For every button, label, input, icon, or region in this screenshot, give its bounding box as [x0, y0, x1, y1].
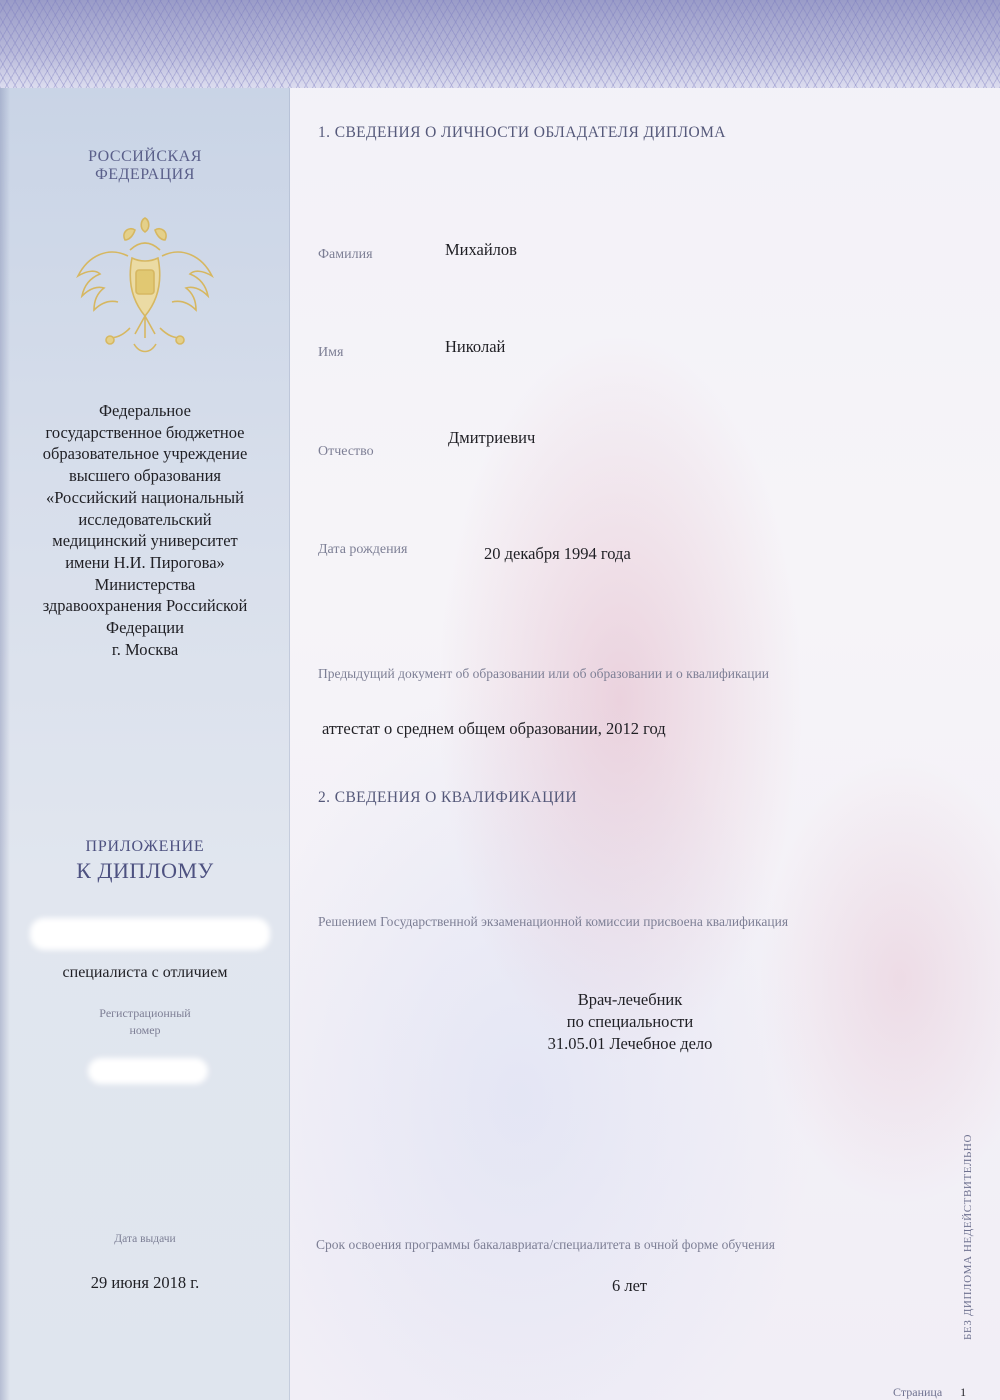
validity-note: БЕЗ ДИПЛОМА НЕДЕЙСТВИТЕЛЬНО: [962, 1133, 974, 1340]
institution-line: имени Н.И. Пирогова»: [65, 552, 225, 572]
institution-line: высшего образования: [69, 466, 221, 486]
institution-name: [20, 400, 270, 660]
previous-document-label: Предыдущий документ об образовании или об образовании и о квалификации: [318, 666, 769, 681]
section-1-title: 1. СВЕДЕНИЯ О ЛИЧНОСТИ ОБЛАДАТЕЛЯ ДИПЛОМА: [318, 124, 726, 141]
section-2-title: 2. СВЕДЕНИЯ О КВАЛИФИКАЦИИ: [318, 789, 577, 806]
qualification-line: 31.05.01 Лечебное дело: [547, 1034, 713, 1053]
qualification-block: [430, 989, 830, 1055]
reg-label-line: номер: [129, 1023, 161, 1037]
surname-label: Фамилия: [318, 247, 373, 262]
page-number: [893, 1385, 966, 1400]
birth-date-value: 20 декабря 1994 года: [484, 544, 631, 563]
qualification-line: по специальности: [566, 1012, 694, 1031]
country-line: ФЕДЕРАЦИЯ: [95, 166, 195, 183]
institution-line: здравоохранения Российской: [42, 596, 248, 616]
institution-line: исследовательский: [78, 509, 212, 529]
surname-value: Михайлов: [445, 240, 517, 259]
patronymic-value: Дмитриевич: [448, 428, 536, 447]
redacted-series-block: [30, 918, 270, 950]
issue-date-value: 29 июня 2018 г.: [90, 1273, 200, 1292]
name-label: Имя: [318, 345, 344, 360]
institution-line: Министерства: [94, 574, 196, 594]
study-term-label: Срок освоения программы бакалавриата/специалитета в очной форме обучения: [316, 1237, 775, 1252]
institution-line: Федеральное: [99, 401, 191, 420]
left-edge-shadow: [0, 88, 10, 1400]
country-title: [40, 148, 250, 184]
birth-date-label: Дата рождения: [318, 542, 408, 557]
institution-line: Федерации: [106, 618, 184, 638]
page-label: Страница: [893, 1385, 943, 1399]
appendix-line-1: ПРИЛОЖЕНИЕ: [85, 838, 205, 855]
appendix-title: [40, 838, 250, 884]
name-value: Николай: [445, 337, 506, 356]
issue-date-label: Дата выдачи: [114, 1233, 176, 1245]
institution-line: медицинский университет: [52, 531, 238, 551]
redacted-registration-number: [88, 1058, 208, 1084]
appendix-line-2: К ДИПЛОМУ: [76, 858, 214, 883]
study-term-value: 6 лет: [612, 1276, 648, 1295]
previous-document-value: аттестат о среднем общем образовании, 2012 год: [322, 719, 666, 738]
qualification-line: Врач-лечебник: [577, 990, 683, 1009]
degree-level: специалиста с отличием: [62, 964, 228, 981]
institution-line: государственное бюджетное: [45, 422, 245, 442]
registration-number-label: [60, 1005, 230, 1039]
guilloche-border: [0, 0, 1000, 88]
institution-line: г. Москва: [111, 639, 179, 659]
institution-line: образовательное учреждение: [42, 444, 248, 464]
country-line: РОССИЙСКАЯ: [88, 148, 202, 165]
institution-line: «Российский национальный: [46, 487, 244, 507]
patronymic-label: Отчество: [318, 444, 374, 459]
qualification-decision-label: Решением Государственной экзаменационной комиссии присвоена квалификация: [318, 914, 789, 929]
reg-label-line: Регистрационный: [99, 1006, 191, 1020]
coat-of-arms-emblem: [70, 210, 220, 370]
page-number-value: 1: [960, 1385, 967, 1399]
